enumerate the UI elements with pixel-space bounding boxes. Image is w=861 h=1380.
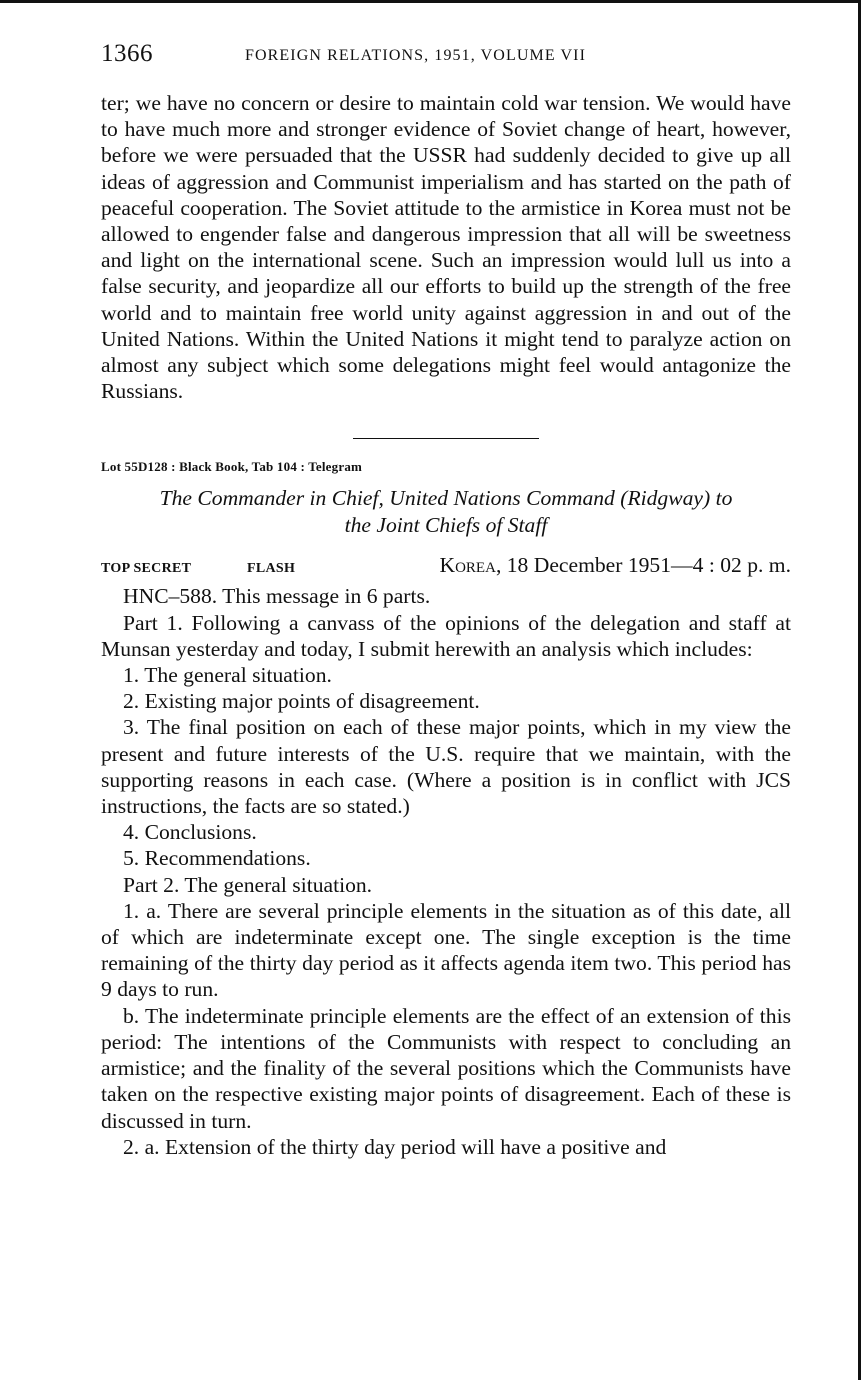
page-top-border: [0, 0, 861, 3]
list-item-1: 1. The general situation.: [123, 663, 332, 688]
paragraph-1b: b. The indeterminate principle elements are the effect of an extension of this period: The intentions of the Communists with respect to concluding an armistice; and the finality of the several positions which the Communists have taken on the respective existing major points of disagreement. Each of these is discussed in turn.: [101, 1003, 791, 1133]
paragraph-1a: 1. a. There are several principle elements in the situation as of this date, all of which are indeterminate except one. The single exception is the time remaining of the thirty day period as it affects agenda item two. This period has 9 days to run.: [101, 898, 791, 1002]
dateline-place: Korea: [439, 553, 496, 578]
paragraph-part-1: Part 1. Following a canvass of the opinions of the delegation and staff at Munsan yesterday and today, I submit herewith an analysis which includes:: [101, 610, 791, 661]
dateline: [440, 553, 792, 578]
paragraph-part-2: Part 2. The general situation.: [123, 872, 373, 897]
section-separator: [353, 438, 539, 439]
document-title: [101, 485, 791, 539]
lead-paragraph-text: ter; we have no concern or desire to maintain cold war tension. We would have to have much more and stronger evidence of Soviet change of heart, however, before we were persuaded that the USSR had suddenly decided to give up all ideas of aggression and Communist imperialism and has started on the path of peaceful cooperation. The Soviet attitude to the armistice in Korea must not be allowed to engender false and dangerous impression that all will be sweetness and light on the international scene. Such an impression would lull us into a false security, and jeopardize all our efforts to build up the strength of the free world and to maintain free world unity against aggression in and out of the United Nations. Within the United Nations it might tend to paralyze action on almost any subject which some delegations might feel would antagonize the Russians.: [101, 91, 791, 404]
telegram-body: [101, 583, 791, 1159]
paragraph-2a: 2. a. Extension of the thirty day period will have a positive and: [123, 1134, 667, 1159]
running-title: FOREIGN RELATIONS, 1951, VOLUME VII: [245, 47, 587, 64]
dateline-date: , 18 December 1951—4 : 02 p. m.: [495, 553, 791, 578]
list-item-3: 3. The final position on each of these major points, which in my view the present and future interests of the U.S. require that we maintain, with the supporting reasons in each case. (Where a position is in conflict with JCS instructions, the facts are so stated.): [101, 715, 791, 819]
classification-label: TOP SECRET: [101, 561, 192, 577]
running-head: [101, 36, 791, 76]
precedence-label: FLASH: [247, 561, 296, 577]
document-source: Lot 55D128 : Black Book, Tab 104 : Telegram: [101, 459, 363, 475]
telegram-header: [101, 553, 791, 583]
list-item-5: 5. Recommendations.: [123, 846, 311, 871]
paragraph-message-id: HNC–588. This message in 6 parts.: [123, 584, 431, 609]
document-page: [101, 36, 791, 1160]
list-item-2: 2. Existing major points of disagreement.: [123, 689, 480, 714]
document-title-line-1: The Commander in Chief, United Nations Command (Ridgway) to: [159, 486, 733, 511]
list-item-4: 4. Conclusions.: [123, 820, 257, 845]
lead-paragraph: [101, 90, 791, 404]
page-number: 1366: [101, 40, 153, 67]
document-title-line-2: the Joint Chiefs of Staff: [344, 513, 548, 538]
